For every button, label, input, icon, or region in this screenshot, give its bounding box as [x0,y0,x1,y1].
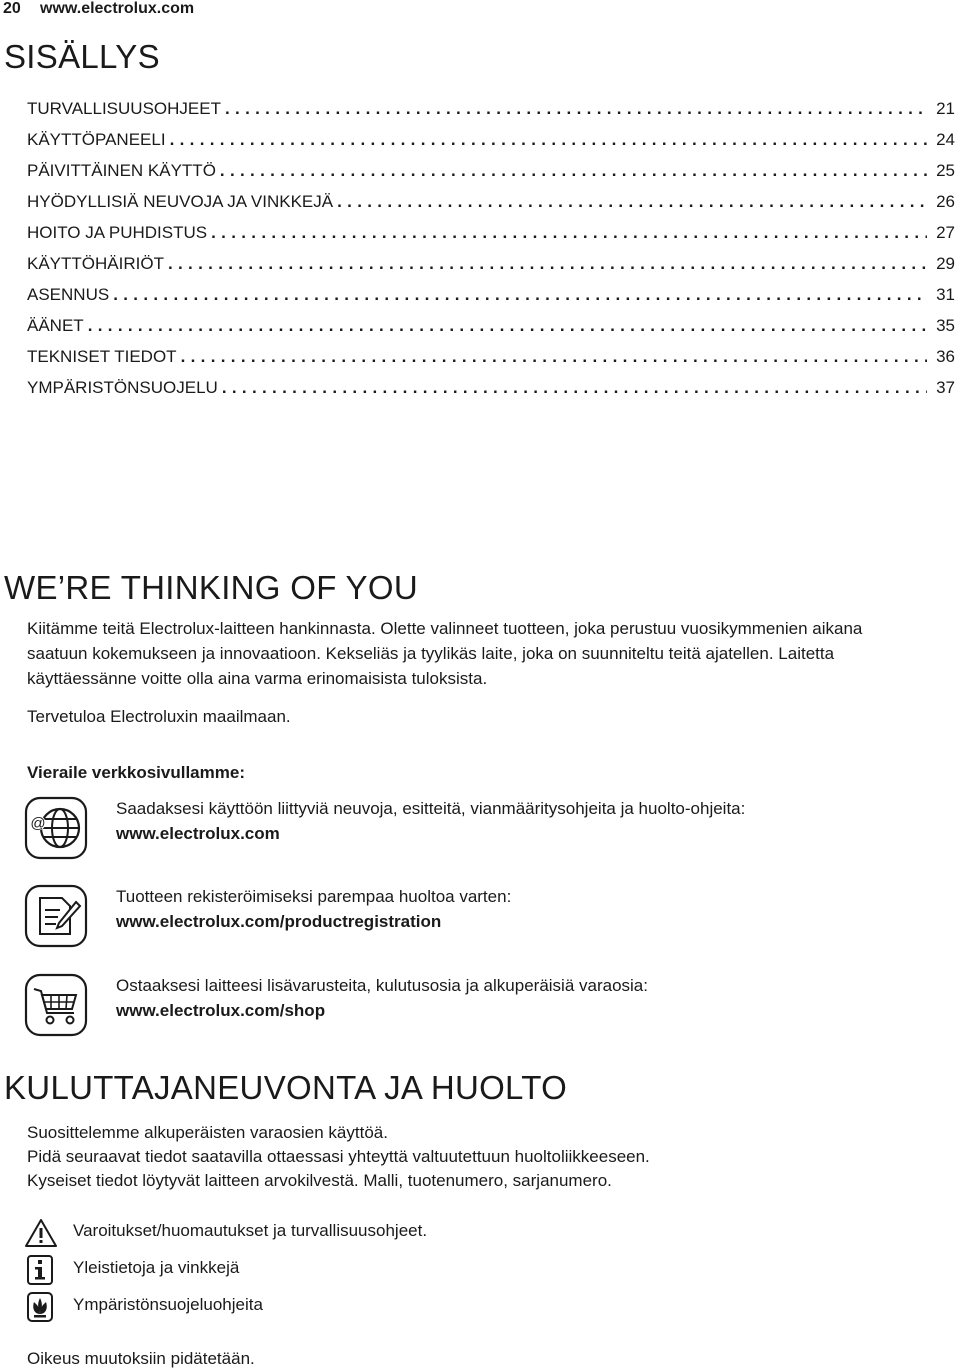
toc-leader-dots [88,316,927,336]
toc-entry-label: TEKNISET TIEDOT [27,347,177,366]
toc-entry-page: 26 [936,192,955,211]
web-item-text: Tuotteen rekisteröimiseksi parempaa huoltoa varten: [116,887,512,906]
warning-triangle-icon [25,1218,57,1248]
toc-entry-label: HYÖDYLLISIÄ NEUVOJA JA VINKKEJÄ [27,192,334,211]
toc-leader-dots [222,378,927,398]
intro-paragraph: Kiitämme teitä Electrolux-laitteen hankinnasta. Olette valinneet tuotteen, joka perustuu vuosikymmenien aikana saatuun kokemukseen ja innovaatioon. Kekseliäs ja tyylikäs laite, joka on suunniteltu teitä ajatellen. Laitetta käyttäessänne voitte olla aina varma erinomaisista tuloksista. [27,619,863,688]
toc-entry[interactable] [27,192,955,223]
table-of-contents [27,99,955,409]
toc-entry-label: YMPÄRISTÖNSUOJELU [27,378,218,397]
toc-entry-label: KÄYTTÖPANEELI [27,130,166,149]
toc-entry-page: 37 [936,378,955,397]
toc-leader-dots [181,347,927,367]
toc-entry-label: ÄÄNET [27,316,84,335]
toc-entry[interactable] [27,254,955,285]
web-link[interactable]: www.electrolux.com/shop [116,1001,326,1020]
toc-leader-dots [211,223,927,243]
service-line: Kyseiset tiedot löytyvät laitteen arvokilvestä. Malli, tuotenumero, sarjanumero. [27,1171,612,1190]
intro-title: WE’RE THINKING OF YOU [4,569,418,606]
legend-text: Yleistietoja ja vinkkejä [73,1258,240,1277]
toc-entry[interactable] [27,161,955,192]
legend-text: Ympäristönsuojeluohjeita [73,1295,263,1314]
toc-entry[interactable] [27,130,955,161]
toc-entry[interactable] [27,223,955,254]
toc-entry-label: KÄYTTÖHÄIRIÖT [27,254,164,273]
toc-entry-label: PÄIVITTÄINEN KÄYTTÖ [27,161,216,180]
toc-entry[interactable] [27,285,955,316]
page-number: 20 [3,0,21,17]
toc-entry[interactable] [27,347,955,378]
toc-entry-page: 29 [936,254,955,273]
shopping-cart-icon [24,973,88,1037]
toc-entry-page: 25 [936,161,955,180]
toc-entry-label: TURVALLISUUSOHJEET [27,99,221,118]
toc-leader-dots [168,254,927,274]
service-line: Pidä seuraavat tiedot saatavilla ottaessasi yhteyttä valtuutettuun huoltoliikkeeseen. [27,1147,650,1166]
welcome-text: Tervetuloa Electroluxin maailmaan. [27,707,291,726]
toc-leader-dots [170,130,927,150]
toc-title: SISÄLLYS [4,38,160,75]
toc-entry-label: HOITO JA PUHDISTUS [27,223,208,242]
web-link[interactable]: www.electrolux.com/productregistration [116,912,442,931]
footer-note: Oikeus muutoksiin pidätetään. [27,1349,255,1368]
web-link[interactable]: www.electrolux.com [116,824,280,843]
toc-entry-page: 36 [936,347,955,366]
toc-entry[interactable] [27,99,955,130]
web-heading: Vieraile verkkosivullamme: [27,763,245,782]
toc-leader-dots [225,99,927,119]
svg-text:@: @ [30,815,46,832]
header-url: www.electrolux.com [40,0,195,17]
toc-leader-dots [220,161,927,181]
toc-leader-dots [337,192,927,212]
toc-entry-label: ASENNUS [27,285,110,304]
web-item-text: Ostaaksesi laitteesi lisävarusteita, kulutusosia ja alkuperäisiä varaosia: [116,976,648,995]
globe-at-icon [24,796,88,860]
service-line: Suosittelemme alkuperäisten varaosien käyttöä. [27,1123,388,1142]
toc-entry-page: 31 [936,285,955,304]
toc-entry-page: 21 [936,99,955,118]
toc-entry-page: 24 [936,130,955,149]
toc-leader-dots [113,285,927,305]
toc-entry[interactable] [27,378,955,409]
service-title: KULUTTAJANEUVONTA JA HUOLTO [4,1069,568,1106]
toc-entry-page: 35 [936,316,955,335]
web-item-text: Saadaksesi käyttöön liittyviä neuvoja, esitteitä, vianmääritysohjeita ja huolto-ohjeita: [116,799,746,818]
toc-entry-page: 27 [936,223,955,242]
registration-pen-icon [24,884,88,948]
info-icon [25,1255,57,1285]
toc-entry[interactable] [27,316,955,347]
environment-leaf-icon [25,1292,57,1322]
legend-text: Varoitukset/huomautukset ja turvallisuusohjeet. [73,1221,428,1240]
